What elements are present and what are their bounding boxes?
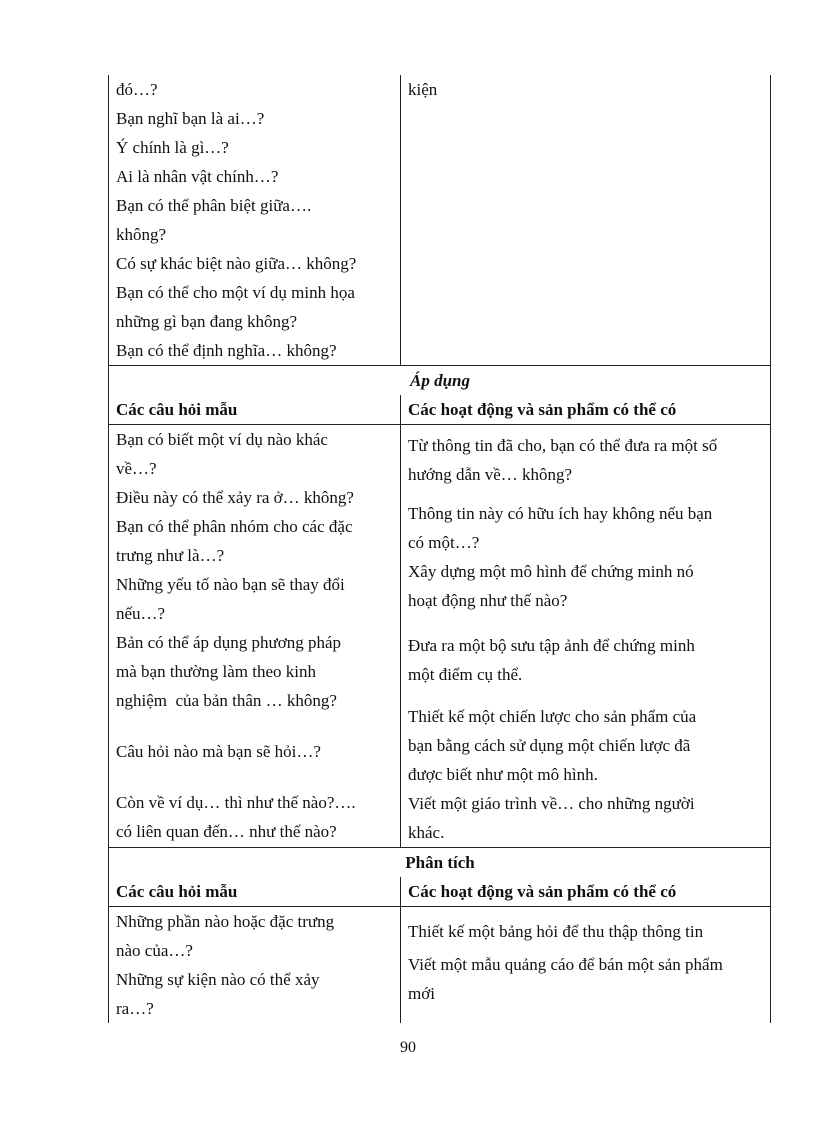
- spacer: [116, 715, 394, 737]
- table-row-phan-tich: [109, 907, 771, 1024]
- question-line: Câu hỏi nào mà bạn sẽ hỏi…?: [116, 742, 321, 761]
- question-line: có liên quan đến… như thế nào?: [116, 822, 337, 841]
- content-table: [108, 75, 771, 1023]
- question-line: Ý chính là gì…?: [116, 138, 229, 157]
- activity-line: kiện: [408, 80, 438, 99]
- question-line: Những phần nào hoặc đặc trưng: [116, 912, 335, 931]
- question-line: Còn về ví dụ… thì như thế nào?….: [116, 793, 356, 812]
- section-title-phan-tich: Phân tích: [405, 853, 475, 872]
- column-header-activities: Các hoạt động và sản phẩm có thể có: [401, 877, 771, 907]
- question-line: Bạn có thể cho một ví dụ minh họa: [116, 283, 355, 302]
- continuation-questions-cell: [109, 75, 401, 366]
- question-line: Bạn nghĩ bạn là ai…?: [116, 109, 265, 128]
- ap-dung-questions-cell: [109, 425, 401, 848]
- question-line: nếu…?: [116, 604, 166, 623]
- section-title-ap-dung: Áp dụng: [410, 371, 470, 390]
- spacer: [408, 615, 764, 631]
- activity-line: Thiết kế một bảng hỏi để thu thập thông tin: [408, 922, 704, 941]
- column-header-row: [109, 395, 771, 425]
- spacer: [408, 907, 764, 917]
- column-header-activities: Các hoạt động và sản phẩm có thể có: [401, 395, 771, 425]
- question-line: Những sự kiện nào có thể xảy: [116, 970, 320, 989]
- question-line: Bạn có thể định nghĩa… không?: [116, 341, 337, 360]
- question-line: nào của…?: [116, 941, 193, 960]
- question-line: Bạn có biết một ví dụ nào khác: [116, 430, 328, 449]
- activity-line: Thông tin này có hữu ích hay không nếu bạn: [408, 504, 713, 523]
- phan-tich-activities-cell: [401, 907, 771, 1024]
- question-line: đó…?: [116, 80, 158, 99]
- question-line: Bạn có thể phân nhóm cho các đặc: [116, 517, 353, 536]
- activity-line: Từ thông tin đã cho, bạn có thể đưa ra một số: [408, 436, 718, 455]
- question-line: nghiệm của bản thân … không?: [116, 691, 337, 710]
- section-title-row: [109, 366, 771, 396]
- spacer: [408, 489, 764, 499]
- activity-line: một điểm cụ thể.: [408, 665, 523, 684]
- column-header-questions: Các câu hỏi mẫu: [109, 877, 401, 907]
- activity-line: mới: [408, 984, 435, 1003]
- question-line: trưng như là…?: [116, 546, 225, 565]
- activity-line: Thiết kế một chiến lược cho sản phẩm của: [408, 707, 697, 726]
- activity-line: có một…?: [408, 533, 480, 552]
- question-line: Những yếu tố nào bạn sẽ thay đổi: [116, 575, 345, 594]
- activity-line: khác.: [408, 823, 445, 842]
- continuation-activities-cell: [401, 75, 771, 366]
- question-line: ra…?: [116, 999, 154, 1018]
- column-header-row: [109, 877, 771, 907]
- section-title-cell: [109, 848, 771, 878]
- table-row-continuation: [109, 75, 771, 366]
- section-title-cell: [109, 366, 771, 396]
- question-line: Bản có thể áp dụng phương pháp: [116, 633, 341, 652]
- activity-line: Xây dựng một mô hình để chứng minh nó: [408, 562, 694, 581]
- phan-tich-questions-cell: [109, 907, 401, 1024]
- spacer: [116, 766, 394, 788]
- column-header-questions: Các câu hỏi mẫu: [109, 395, 401, 425]
- spacer: [408, 689, 764, 702]
- activity-line: bạn bằng cách sử dụng một chiến lược đã: [408, 736, 691, 755]
- question-line: Ai là nhân vật chính…?: [116, 167, 279, 186]
- activity-line: hướng dẫn về… không?: [408, 465, 573, 484]
- table-row-ap-dung: [109, 425, 771, 848]
- section-title-row: [109, 848, 771, 878]
- question-line: về…?: [116, 459, 157, 478]
- activity-line: Viết một giáo trình về… cho những người: [408, 794, 695, 813]
- question-line: Có sự khác biệt nào giữa… không?: [116, 254, 357, 273]
- question-line: mà bạn thường làm theo kinh: [116, 662, 316, 681]
- activity-line: Viết một mẫu quảng cáo để bán một sản phẩm: [408, 955, 723, 974]
- question-line: những gì bạn đang không?: [116, 312, 298, 331]
- activity-line: được biết như một mô hình.: [408, 765, 598, 784]
- page-number: 90: [400, 1039, 416, 1056]
- question-line: Điều này có thể xảy ra ở… không?: [116, 488, 354, 507]
- ap-dung-activities-cell: [401, 425, 771, 848]
- question-line: không?: [116, 225, 167, 244]
- question-line: Bạn có thể phân biệt giữa….: [116, 196, 312, 215]
- activity-line: hoạt động như thế nào?: [408, 591, 568, 610]
- activity-line: Đưa ra một bộ sưu tập ảnh để chứng minh: [408, 636, 695, 655]
